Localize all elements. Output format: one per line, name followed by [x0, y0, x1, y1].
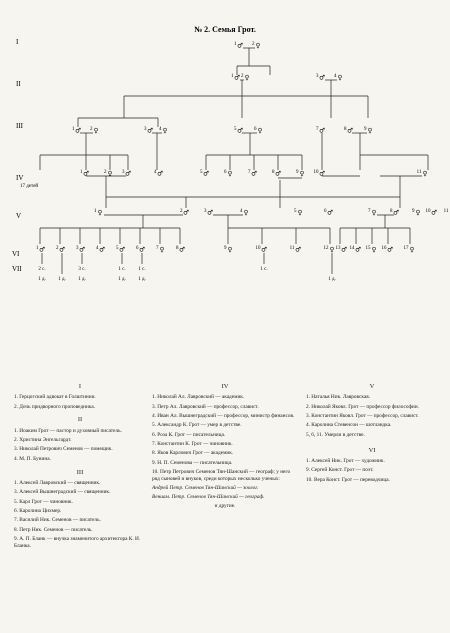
- person-node: [272, 170, 281, 178]
- generation-VII-label: 1 с.: [260, 267, 268, 272]
- legend-item: 1. Герцогский адвокат в Голштинии.: [14, 394, 96, 401]
- person-number: 6: [224, 170, 227, 175]
- legend-item: 1. Иоаким Грот — пастор и духовный писатель.: [14, 427, 122, 434]
- legend-column-left: [14, 383, 146, 552]
- generation-label: VI: [12, 250, 20, 258]
- male-symbol-icon: ♂: [207, 208, 213, 217]
- female-symbol-icon: ♀: [409, 245, 415, 254]
- legend-heading-V: V: [369, 383, 375, 390]
- legend-item: 5. Александр К. Грот — умер в детстве.: [152, 422, 242, 429]
- male-symbol-icon: ♂: [75, 126, 81, 135]
- person-node: [136, 246, 145, 254]
- legend-item: 10. Вера Конст. Грот — переводчица.: [306, 476, 390, 483]
- person-number: 8: [390, 209, 393, 214]
- generation-VII-label: 1 д.: [38, 277, 46, 282]
- person-number: 7: [248, 170, 251, 175]
- female-symbol-icon: ♀: [159, 245, 165, 254]
- legend-item: 2. Дочь придворного проповедника.: [14, 403, 95, 410]
- person-number: 5: [294, 209, 297, 214]
- person-node: [176, 246, 185, 254]
- person-node: [234, 127, 243, 135]
- legend-item: 4. М. П. Бунина.: [14, 455, 51, 462]
- person-number: 11: [289, 246, 295, 251]
- tree-title: № 2. Семья Грот.: [194, 25, 256, 34]
- person-number: 7: [316, 127, 319, 132]
- legend-item: 5. Карл Грот — чиновник.: [14, 498, 73, 505]
- legend-extra: Вениам. Петр. Семенов Тян-Шанский — географ.: [152, 494, 265, 501]
- legend-item: 9. Сергей Конст. Грот — поэт.: [306, 467, 374, 474]
- male-symbol-icon: ♂: [183, 208, 189, 217]
- legend-item: 2. Христина Энгельгардт.: [14, 437, 72, 444]
- female-symbol-icon: ♀: [257, 126, 263, 135]
- person-number: 4: [96, 246, 99, 251]
- legend-item: 1. Наталья Ник. Лавровская.: [306, 394, 370, 401]
- male-symbol-icon: ♂: [261, 245, 267, 254]
- generation-VII-label: 1 д.: [58, 277, 66, 282]
- male-symbol-icon: ♂: [237, 126, 243, 135]
- male-symbol-icon: ♂: [147, 126, 153, 135]
- person-node: [224, 170, 232, 178]
- generation-VII-label: 3 с.: [78, 267, 86, 272]
- generation-label: I: [16, 38, 19, 46]
- male-symbol-icon: ♂: [234, 73, 240, 82]
- person-number: 4: [159, 127, 162, 132]
- female-symbol-icon: ♀: [422, 169, 428, 178]
- person-number: 5: [234, 127, 237, 132]
- person-number: 7: [368, 209, 371, 214]
- person-number: 4: [334, 74, 337, 79]
- tree-lines: [40, 48, 428, 274]
- female-symbol-icon: ♀: [227, 245, 233, 254]
- legend-item: 4. Каролина Стевенсон — шотландка.: [306, 422, 392, 429]
- legend-list-IV: [152, 394, 298, 482]
- person-node: [156, 246, 164, 254]
- person-number: 14: [349, 246, 355, 251]
- family-tree-chart: [0, 0, 450, 300]
- male-symbol-icon: ♂: [295, 245, 301, 254]
- legend-item: 8. Петр Ник. Семенов — писатель.: [14, 526, 93, 533]
- person-number: 6: [324, 209, 327, 214]
- person-number: 10: [255, 246, 261, 251]
- legend-list-VI: [306, 458, 438, 483]
- legend-item: 6. Каролина Цихмер.: [14, 507, 62, 514]
- person-number: 4: [240, 209, 243, 214]
- person-node: [368, 209, 376, 217]
- person-number: 5: [200, 170, 203, 175]
- legend-item: 1. Алексей Лавровский — священник.: [14, 479, 101, 486]
- person-number: 1: [94, 209, 97, 214]
- person-number: 2: [252, 42, 255, 47]
- female-symbol-icon: ♀: [227, 169, 233, 178]
- person-number: 10: [425, 209, 431, 214]
- person-number: 3: [122, 170, 125, 175]
- legend-item: 7. Василий Ник. Семенов — писатель.: [14, 517, 101, 524]
- person-node: [144, 127, 153, 135]
- female-symbol-icon: ♀: [337, 73, 343, 82]
- person-node: [296, 170, 304, 178]
- legend-item: 9. Н. П. Семенова — писательница.: [152, 459, 233, 466]
- person-node: [404, 246, 415, 254]
- legend-item: 3. Николай Петрович Семенов — помещик.: [14, 446, 113, 453]
- person-node: [366, 246, 377, 254]
- person-node: [80, 170, 89, 178]
- person-node: [36, 246, 45, 254]
- person-node: [294, 209, 302, 217]
- person-number: 9: [296, 170, 299, 175]
- male-symbol-icon: ♂: [319, 126, 325, 135]
- generation-VII-label: 1 д.: [138, 277, 146, 282]
- legend-item: 7. Константин К. Грот — чиновник.: [152, 441, 233, 448]
- female-symbol-icon: ♀: [255, 41, 261, 50]
- person-number: 1: [80, 170, 83, 175]
- legend-heading-III: III: [76, 468, 84, 476]
- male-symbol-icon: ♂: [237, 41, 243, 50]
- person-node: [56, 246, 65, 254]
- person-number: 13: [335, 246, 341, 251]
- legend-item: 9. А. П. Бланк — внучка знаменитого архитектора К. И. Бланка.: [14, 536, 141, 549]
- generation-label: II: [16, 80, 21, 88]
- male-symbol-icon: ♂: [275, 169, 281, 178]
- person-node: [426, 209, 438, 217]
- legend-item: 3. Алексей Вышнеградский — священник.: [14, 489, 111, 496]
- legend-list-II: [14, 428, 146, 463]
- person-node: [231, 74, 240, 82]
- person-number: 15: [365, 246, 371, 251]
- generation-VII-label: 1 с.: [118, 267, 126, 272]
- person-node: [234, 42, 243, 50]
- person-number: 8: [344, 127, 347, 132]
- person-number: 6: [254, 127, 257, 132]
- legend-heading-VI: VI: [368, 446, 376, 454]
- person-number: 2: [241, 74, 244, 79]
- female-symbol-icon: ♀: [371, 208, 377, 217]
- female-symbol-icon: ♀: [97, 208, 103, 217]
- person-number: 11: [416, 170, 422, 175]
- female-symbol-icon: ♀: [371, 245, 377, 254]
- person-number: 1: [234, 42, 237, 47]
- male-symbol-icon: ♂: [393, 208, 399, 217]
- person-node: [116, 246, 125, 254]
- person-number: 8: [176, 246, 179, 251]
- person-node: [154, 170, 163, 178]
- person-number: 9: [412, 209, 415, 214]
- legend-column-middle: [152, 383, 298, 510]
- male-symbol-icon: ♂: [139, 245, 145, 254]
- person-number: 10: [313, 170, 319, 175]
- male-symbol-icon: ♂: [179, 245, 185, 254]
- person-node: [316, 74, 325, 82]
- person-number: 12: [323, 246, 329, 251]
- person-node: [336, 246, 348, 254]
- legend-tail: и другие.: [214, 502, 236, 509]
- male-symbol-icon: ♂: [83, 169, 89, 178]
- person-number: 3: [204, 209, 207, 214]
- person-node: [344, 127, 353, 135]
- generation-VII-label: 1 с.: [138, 267, 146, 272]
- male-symbol-icon: ♂: [251, 169, 257, 178]
- female-symbol-icon: ♀: [297, 208, 303, 217]
- generation-VII-label: 1 д.: [328, 277, 336, 282]
- person-number: 7: [156, 246, 159, 251]
- female-symbol-icon: ♀: [93, 126, 99, 135]
- person-number: 17: [403, 246, 409, 251]
- person-node: [224, 246, 232, 254]
- tree-nodes: [36, 42, 450, 254]
- person-node: [316, 127, 325, 135]
- person-number: 1: [231, 74, 234, 79]
- person-number: 5: [116, 246, 119, 251]
- person-number: 4: [154, 170, 157, 175]
- generation-VII-label: 2 с.: [38, 267, 46, 272]
- tree-annotations: [20, 184, 336, 282]
- person-number: 3: [76, 246, 79, 251]
- person-node: [324, 246, 335, 254]
- male-symbol-icon: ♂: [355, 245, 361, 254]
- male-symbol-icon: ♂: [319, 169, 325, 178]
- legend-item: 4. Иван Ал. Вышнеградский — профессор, министр финансов.: [152, 413, 295, 420]
- male-symbol-icon: ♂: [99, 245, 105, 254]
- person-number: 9: [364, 127, 367, 132]
- female-symbol-icon: ♀: [244, 73, 250, 82]
- generation-labels: [12, 38, 24, 273]
- person-number: 8: [272, 170, 275, 175]
- person-number: 16: [381, 246, 387, 251]
- legend-item: 1. Алексей Ник. Грот — художник.: [306, 457, 385, 464]
- person-number: 2: [180, 209, 183, 214]
- legend-column-right: [306, 383, 438, 486]
- legend-heading-IV: IV: [221, 383, 229, 390]
- male-symbol-icon: ♂: [347, 126, 353, 135]
- female-symbol-icon: ♀: [329, 245, 335, 254]
- person-node: [256, 246, 268, 254]
- female-symbol-icon: ♀: [243, 208, 249, 217]
- generation-VII-label: 1 д.: [78, 277, 86, 282]
- legend-list-III: [14, 480, 146, 550]
- generation-label: V: [16, 212, 22, 220]
- person-node: [94, 209, 102, 217]
- person-number: 1: [72, 127, 75, 132]
- legend-item: 2. Николай Яковл. Грот — профессор философии.: [306, 403, 419, 410]
- person-node: [204, 209, 213, 217]
- person-number: 9: [224, 246, 227, 251]
- male-symbol-icon: ♂: [125, 169, 131, 178]
- person-number: 2: [104, 170, 107, 175]
- legend-extra: Андрей Петр. Семенов Тян-Шанский — зоолог.: [152, 485, 259, 492]
- legend-heading-II: II: [77, 416, 83, 424]
- female-symbol-icon: ♀: [415, 208, 421, 217]
- generation-label: IV: [16, 174, 24, 182]
- person-node: [350, 246, 362, 254]
- generation-label: VII: [12, 265, 22, 273]
- person-node: [72, 127, 81, 135]
- male-symbol-icon: ♂: [327, 208, 333, 217]
- person-number: 3: [144, 127, 147, 132]
- male-symbol-icon: ♂: [387, 245, 393, 254]
- legend-list-I: [14, 394, 146, 410]
- female-symbol-icon: ♀: [107, 169, 113, 178]
- legend-item: 3. Петр Ал. Лавровский — профессор, славист.: [152, 403, 259, 410]
- legend-list-V: [306, 394, 438, 438]
- person-node: [324, 209, 333, 217]
- legend-item: 8. Яков Карлович Грот — академик.: [152, 450, 234, 457]
- legend-heading-I: I: [78, 383, 82, 390]
- female-symbol-icon: ♀: [367, 126, 373, 135]
- male-symbol-icon: ♂: [39, 245, 45, 254]
- person-number: 6: [136, 246, 139, 251]
- legend-item: 1. Николай Ал. Лавровский — академик.: [152, 394, 245, 401]
- person-number: 2: [90, 127, 93, 132]
- person-number: 3: [316, 74, 319, 79]
- generation-label: III: [16, 122, 23, 130]
- generation-VII-label: 1 д.: [118, 277, 126, 282]
- legend-item: 10. Петр Петрович Семенов Тян-Шанский — географ; у него ряд сыновей и внуков, среди которых несколько ученых:: [152, 469, 291, 482]
- male-symbol-icon: ♂: [319, 73, 325, 82]
- male-symbol-icon: ♂: [157, 169, 163, 178]
- female-symbol-icon: ♀: [162, 126, 168, 135]
- person-number: 1: [36, 246, 39, 251]
- person-node: [76, 246, 85, 254]
- legend-item: 6. Роза К. Грот — писательница.: [152, 431, 226, 438]
- tree-label-children: 17 детей: [20, 184, 39, 189]
- legend-item: 3. Константин Яковл. Грот — профессор, славист.: [306, 413, 419, 420]
- person-node: [96, 246, 105, 254]
- person-node: [290, 246, 301, 254]
- person-node: [444, 209, 450, 217]
- male-symbol-icon: ♂: [431, 208, 437, 217]
- person-node: [412, 209, 420, 217]
- person-node: [314, 170, 326, 178]
- male-symbol-icon: ♂: [341, 245, 347, 254]
- person-number: 11: [443, 209, 449, 214]
- male-symbol-icon: ♂: [119, 245, 125, 254]
- female-symbol-icon: ♀: [299, 169, 305, 178]
- male-symbol-icon: ♂: [59, 245, 65, 254]
- male-symbol-icon: ♂: [203, 169, 209, 178]
- person-node: [200, 170, 209, 178]
- legend-item: 5, 6, 11. Умерли в детстве.: [306, 431, 365, 438]
- person-number: 2: [56, 246, 59, 251]
- person-node: [382, 246, 394, 254]
- person-node: [248, 170, 257, 178]
- male-symbol-icon: ♂: [79, 245, 85, 254]
